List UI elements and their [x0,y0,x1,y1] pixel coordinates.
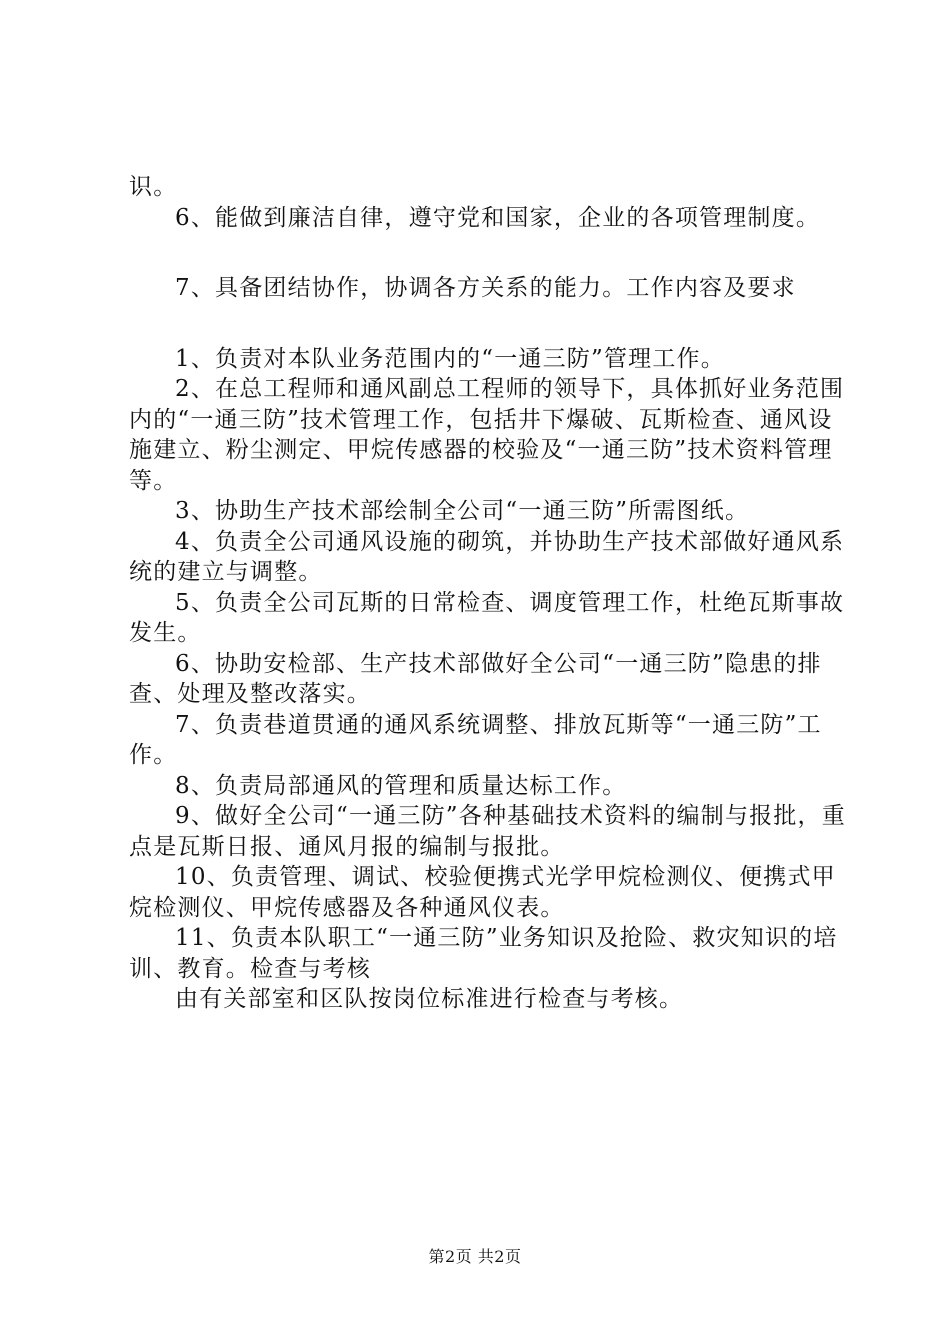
page-number-footer: 第2页 共2页 [428,1247,522,1266]
paragraph-duty-5: 5、负责全公司瓦斯的日常检查、调度管理工作，杜绝瓦斯事故发生。 [129,589,845,646]
paragraph-duty-7: 7、负责巷道贯通的通风系统调整、排放瓦斯等“一通三防”工作。 [129,711,822,768]
paragraph-assessment: 由有关部室和区队按岗位标准进行检查与考核。 [175,986,684,1012]
paragraph-duty-2: 2、在总工程师和通风副总工程师的领导下，具体抓好业务范围内的“一通三防”技术管理工作，包括井下爆破、瓦斯检查、通风设施建立、粉尘测定、甲烷传感器的校验及“一通三防”技术资料管理等。 [129,376,845,494]
paragraph-requirement-7: 7、具备团结协作，协调各方关系的能力。工作内容及要求 [175,275,796,301]
paragraph-duty-4: 4、负责全公司通风设施的砌筑，并协助生产技术部做好通风系统的建立与调整。 [129,528,845,585]
paragraph-duty-3: 3、协助生产技术部绘制全公司“一通三防”所需图纸。 [175,498,750,524]
paragraph-duty-11: 11、负责本队职工“一通三防”业务知识及抢险、救灾知识的培训、教育。检查与考核 [129,925,838,982]
paragraph-duty-1: 1、负责对本队业务范围内的“一通三防”管理工作。 [175,345,725,372]
paragraph-duty-10: 10、负责管理、调试、校验便携式光学甲烷检测仪、便携式甲烷检测仪、甲烷传感器及各种通风仪表。 [129,864,836,921]
paragraph-duty-8: 8、负责局部通风的管理和质量达标工作。 [175,772,627,799]
paragraph-duty-9: 9、做好全公司“一通三防”各种基础技术资料的编制与报批，重点是瓦斯日报、通风月报的编制与报批。 [129,803,846,860]
document-body [129,172,849,1015]
paragraph-duty-6: 6、协助安检部、生产技术部做好全公司“一通三防”隐患的排查、处理及整改落实。 [129,650,822,707]
paragraph-continuation: 识。 [129,174,178,200]
paragraph-requirement-6: 6、能做到廉洁自律，遵守党和国家，企业的各项管理制度。 [175,204,821,231]
